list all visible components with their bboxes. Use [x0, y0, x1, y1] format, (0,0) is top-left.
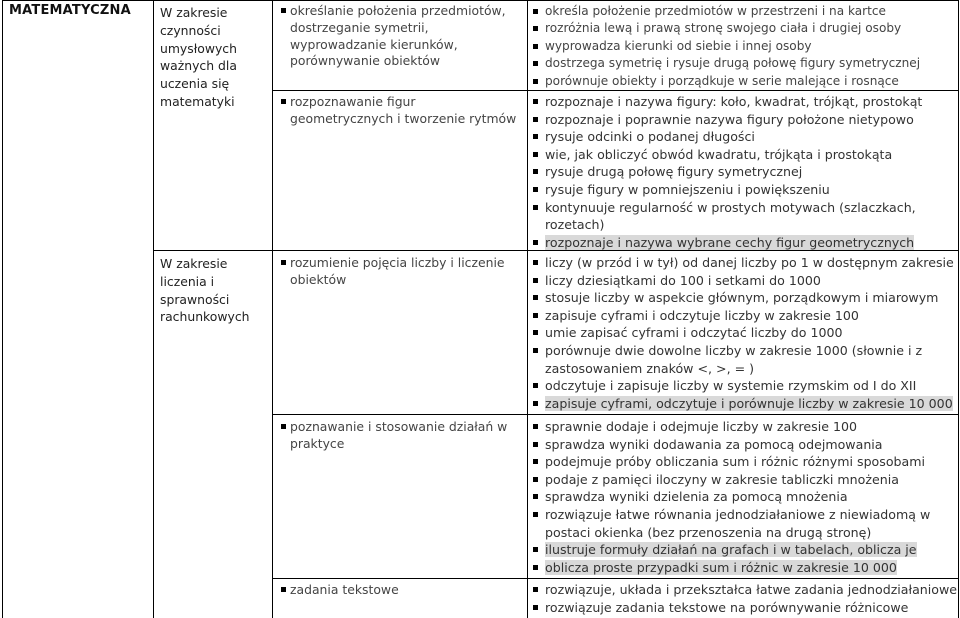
- bullet-icon: [533, 187, 538, 192]
- list-item: rozpoznaje i poprawnie nazywa figury położone nietypowo: [533, 111, 958, 129]
- list-item: wie, jak obliczyć obwód kwadratu, trójkąta i prostokąta: [533, 146, 958, 164]
- skill-item: rozumienie pojęcia liczby i liczenie obiektów: [281, 255, 521, 289]
- list-item: podaje z pamięci iloczyny w zakresie tabliczki mnożenia: [533, 471, 958, 489]
- bullet-icon: [533, 442, 538, 447]
- bullet-icon: [533, 348, 538, 353]
- list-item: sprawnie dodaje i odejmuje liczby w zakresie 100: [533, 418, 958, 436]
- bullet-icon: [533, 117, 538, 122]
- list-item: rysuje figury w pomniejszeniu i powiększeniu: [533, 181, 958, 199]
- list-item: [533, 541, 958, 559]
- row-divider: [272, 414, 959, 415]
- area-label: W zakresie czynności umysłowych ważnych dla uczenia się matematyki: [160, 5, 237, 109]
- row-divider: [272, 90, 959, 91]
- table-border-top: [2, 0, 959, 1]
- list-item: umie zapisać cyframi i odczytać liczby do 1000: [533, 324, 958, 342]
- list-item: porównuje obiekty i porządkuje w serie malejące i rosnące: [533, 73, 958, 90]
- bullet-icon: [533, 278, 538, 283]
- bullet-icon: [533, 424, 538, 429]
- bullet-icon: [533, 134, 538, 139]
- bullet-icon: [281, 587, 286, 592]
- bullet-icon: [533, 61, 538, 66]
- highlighted-text: oblicza proste przypadki sum i różnic w zakresie 10 000: [545, 559, 897, 575]
- list-item: rozróżnia lewą i prawą stronę swojego ciała i drugiej osoby: [533, 20, 958, 37]
- bullet-icon: [533, 512, 538, 517]
- list-item: liczy dziesiątkami do 100 i setkami do 1000: [533, 272, 958, 290]
- list-item: [533, 559, 958, 577]
- list-item: rozpoznaje i nazywa figury: koło, kwadrat, trójkąt, prostokąt: [533, 93, 958, 111]
- area-label: W zakresie liczenia i sprawności rachunkowych: [160, 256, 250, 325]
- list-item: rysuje drugą połowę figury symetrycznej: [533, 163, 958, 181]
- bullet-icon: [281, 424, 286, 429]
- achievement-list: [533, 3, 958, 90]
- bullet-icon: [533, 295, 538, 300]
- list-item: liczy (w przód i w tył) od danej liczby po 1 w dostępnym zakresie: [533, 254, 958, 272]
- column-divider: [272, 0, 273, 618]
- skill-item: rozpoznawanie figur geometrycznych i tworzenie rytmów: [281, 94, 521, 128]
- subject-title: MATEMATYCZNA: [9, 3, 131, 18]
- bullet-icon: [533, 169, 538, 174]
- highlighted-text: rozpoznaje i nazywa wybrane cechy figur geometrycznych: [545, 234, 915, 250]
- bullet-icon: [533, 565, 538, 570]
- list-item: rozwiązuje zadania tekstowe na porównywanie różnicowe: [533, 599, 958, 617]
- list-item: stosuje liczby w aspekcie głównym, porządkowym i miarowym: [533, 289, 958, 307]
- bullet-icon: [533, 459, 538, 464]
- bullet-icon: [281, 260, 286, 265]
- list-item: dostrzega symetrię i rysuje drugą połowę figury symetrycznej: [533, 55, 958, 72]
- skill-item: zadania tekstowe: [281, 582, 521, 599]
- bullet-icon: [533, 383, 538, 388]
- list-item: porównuje dwie dowolne liczby w zakresie 1000 (słownie i z zastosowaniem znaków <, >, = ): [533, 342, 958, 377]
- bullet-icon: [533, 99, 538, 104]
- achievement-list: [533, 93, 958, 251]
- bullet-icon: [533, 26, 538, 31]
- column-divider: [527, 0, 528, 618]
- bullet-icon: [533, 205, 538, 210]
- list-item: rozwiązuje łatwe równania jednodziałaniowe z niewiadomą w postaci okienka (bez przenoszenia na drugą stronę): [533, 506, 958, 541]
- list-item: sprawdza wyniki dodawania za pomocą odejmowania: [533, 436, 958, 454]
- bullet-icon: [533, 494, 538, 499]
- list-item: wyprowadza kierunki od siebie i innej osoby: [533, 38, 958, 55]
- bullet-icon: [533, 313, 538, 318]
- achievement-list: [533, 581, 958, 616]
- bullet-icon: [533, 547, 538, 552]
- list-item: określa położenie przedmiotów w przestrzeni i na kartce: [533, 3, 958, 20]
- list-item: sprawdza wyniki dzielenia za pomocą mnożenia: [533, 488, 958, 506]
- bullet-icon: [533, 240, 538, 245]
- highlighted-text: zapisuje cyframi, odczytuje i porównuje liczby w zakresie 10 000: [545, 395, 953, 411]
- bullet-icon: [281, 99, 286, 104]
- bullet-icon: [533, 401, 538, 406]
- list-item: odczytuje i zapisuje liczby w systemie rzymskim od I do XII: [533, 377, 958, 395]
- column-divider: [153, 0, 154, 618]
- bullet-icon: [533, 44, 538, 49]
- bullet-icon: [533, 587, 538, 592]
- bullet-icon: [533, 605, 538, 610]
- list-item: zapisuje cyframi i odczytuje liczby w zakresie 100: [533, 307, 958, 325]
- table-border-left: [2, 0, 3, 618]
- list-item: rysuje odcinki o podanej długości: [533, 128, 958, 146]
- achievement-list: [533, 418, 958, 576]
- list-item: [533, 395, 958, 413]
- bullet-icon: [533, 79, 538, 84]
- list-item: [533, 234, 958, 252]
- bullet-icon: [533, 477, 538, 482]
- bullet-icon: [533, 330, 538, 335]
- skill-item: poznawanie i stosowanie działań w praktyce: [281, 419, 521, 453]
- list-item: rozwiązuje, układa i przekształca łatwe zadania jednodziałaniowe: [533, 581, 958, 599]
- bullet-icon: [533, 152, 538, 157]
- table-border-right: [958, 0, 959, 618]
- bullet-icon: [533, 260, 538, 265]
- bullet-icon: [533, 9, 538, 14]
- bullet-icon: [281, 8, 286, 13]
- row-divider: [272, 578, 959, 579]
- highlighted-text: ilustruje formuły działań na grafach i w tabelach, oblicza je: [545, 542, 917, 558]
- achievement-list: [533, 254, 958, 412]
- list-item: kontynuuje regularność w prostych motywach (szlaczkach, rozetach): [533, 199, 958, 234]
- list-item: podejmuje próby obliczania sum i różnic różnymi sposobami: [533, 453, 958, 471]
- skill-item: określanie położenia przedmiotów, dostrzeganie symetrii, wyprowadzanie kierunków, porównywanie obiektów: [281, 3, 521, 70]
